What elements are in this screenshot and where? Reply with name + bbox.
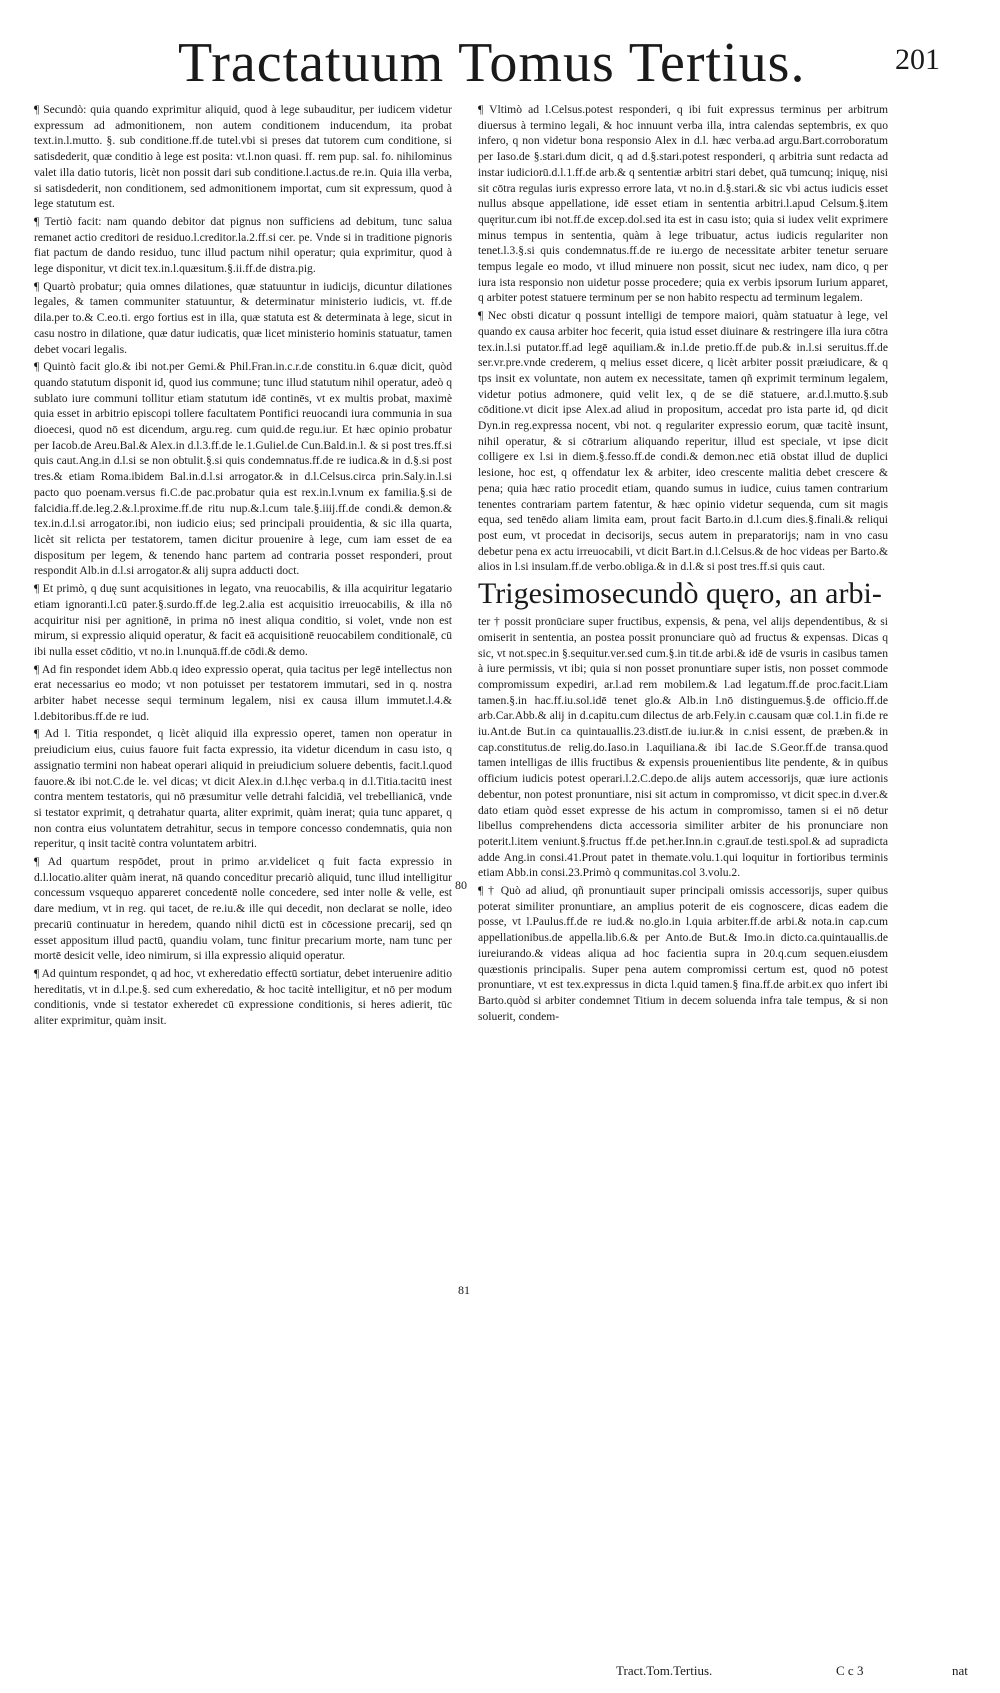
catchword: nat <box>952 1663 968 1678</box>
page-footer <box>0 1661 1000 1681</box>
page-header <box>0 28 1000 98</box>
paragraph: ¶ Ad quintum respondet, q ad hoc, vt exheredatio effectū sortiatur, debet interuenire aditio hereditatis, vt in d.l.pe.§. sed cum exheredatio, & hoc tacitè intelligitur, et nō per modum conditionis, vnde si testator exheredet cū expressione conditionis, si heres adierit, tūc aliter exprimitur, quàm insit. <box>34 966 452 1028</box>
right-column <box>478 102 888 1026</box>
paragraph: ¶ Ad quartum respōdet, prout in primo ar.videlicet q fuit facta expressio in d.l.locatio.aliter quàm inerat, nā quando conceditur precariò aliquid, tunc illud intelligitur concessum vsquequo appareret concedentē nolle concedere, sed inter nolle & velle, est dare medium, vt in reg. qui tacet, de re.iu.& ille qui decedit, non declarat se nolle, ideo precariū continuatur in heredem, quando nihil dictū est in cōcessione precarij, sed qn esset appositum illud pactū, quandiu volam, tunc finitur precarium morte, nam tunc per mortē desicit velle, ideo nimirum, si illa expressio aliquid operatur. <box>34 855 452 963</box>
paragraph: ¶ Quartò probatur; quia omnes dilationes, quæ statuuntur in iudicijs, dicuntur dilationes legales, & tamen communiter statuuntur, & determinatur ministerio iudicis, vt. ff.de dila.per to.& C.eo.ti. ergo fortius est in illa, quæ statuta est & determinata à lege, sicut in casu nostro in dilatione, quæ datur iudicatis, quæ licet ministerio hominis statuatur, tamen debet vocari legalis. <box>34 279 452 356</box>
paragraph: ter † possit pronūciare super fructibus, expensis, & pena, vel alijs dependentibus, & si omiserit in sententia, an postea possit pronunciare quò ad fructus & expensas. Dicas q sic, vt not.spec.in §.sequitur.ver.sed cum.§.in tit.de arbi.& idē de vsuris in casibus tamen à iure permissis, vt ibi; quia si non posset pronuntiare super istis, non posset commode compromissum expediri, ar.l.ad rem mobilem.& l.ad legatum.ff.de proc.facit.Liam tamen.§.in hac.ff.iu.sol.idē tenet glo.& Alb.in l.nō distinguemus.§.de officio.ff.de arb.Car.Abb.& alij in d.capitu.cum dilectus de arb.Fely.in c.causam quæ col.1.in fi.de re iu.Ant.de But.in ca quintauallis.23.distī.de iu.iur.& in c.nisi essent, de præben.& in cap.constitutus.de relig.do.Iaso.in l.aquiliana.& ibi Iac.de S.Geor.ff.de transa.quod tamen intelligas de illis fructibus & expensis prouenientibus lite pendente, & in quibus officium iudicis potest operari.l.2.C.depo.de alijs autem accessorijs, quæ iure actionis debentur, non potest pronuntiare, nisi sit actum in compromisso, vt dicit spec.in d.ver.& dato etiam quòd esset expresse de his actum in compromisso, tamen si ei nō detur libellus comprehendens dicta accessoria similiter arbiter de his pronunciare non poterit.l.item veniunt.§.fructus ff.de pet.her.Inn.in c.grauī.de testi.spol.& ad supradicta adde Ang.in consi.41.Prout patet in themate.volu.1.qui loquitur in fortioribus terminis etiam Abb.in consi.23.Primò q communitas.col 3.volu.2. <box>478 615 888 880</box>
paragraph: ¶ Secundò: quia quando exprimitur aliquid, quod à lege subauditur, per iudicem videtur expressum ad admonitionem, non autem conditionem inducendum, ita probat text.in.l.mutto. §. sub conditione.ff.de tutel.vbi si preses dat tutorem cum conditione, si satisdederit, quæ conditio à lege est posita: vt.l.non quasi. ff. rem pup. sal. fo. nihilominus valet illa datio tutoris, licèt non possit dari sub conditione.l.actus.de re.in. Quia illa verba, si satisdederit, non conditionem, sed admonitionem importat, cum sit expressum, quod à lege statutum est. <box>34 103 452 211</box>
gathering-mark: C c 3 <box>836 1663 864 1678</box>
page-number: 201 <box>895 43 940 76</box>
left-column <box>34 102 452 1031</box>
paragraph: ¶ Ad fin respondet idem Abb.q ideo expressio operat, quia tacitus per legē intellectus non erat necessarius eo modo; vt non potuisset per testatorem immutari, sed in q. nostra arbiter habet necesse sequi terminum legalem, nisi ex causa illum immutet.l.4.& l.debitoribus.ff.de re iud. <box>34 662 452 723</box>
paragraph: ¶ Et primò, q duę sunt acquisitiones in legato, vna reuocabilis, & illa acquiritur legatario etiam ignoranti.l.cū pater.§.surdo.ff.de leg.2.alia est acquisitio irreuocabilis, & illa nō acquiritur nisi per agnitionē, in prima nō inest aliqua conditio, si volet, vnde non est mirum, si expressio aliquid operatur, & facit eā acquisitionē reuocabilem conditionalē, cū ibi nulla esset cōditio, vt no.in l.nunquā.ff.de cōdi.& demo. <box>34 582 452 658</box>
footer-signature: Tract.Tom.Tertius. <box>616 1663 713 1678</box>
paragraph: ¶ Vltimò ad l.Celsus.potest responderi, q ibi fuit expressus terminus per arbitrum diuersus à termino legali, & hoc innuunt verba illa, intra calendas septembris, ex quo infero, q non videtur bona responsio Alex in d.l. hæc verba.ad argu.Bart.corroboratum per Iaso.de §.stari.dum dicit, q ad d.§.stari.potest responderi, q arbitria sunt redacta ad instar iudiciorū.d.l.1.ff.de arb.& q sententiæ arbitri stari debet, quā tumcunq; iniquę, nisi sit cōtra regulas iuris expresso errore lata, vt no.in d.§.stari.& sic vbi actus iudicis esset nullus absque appellatione, idē esset etiam in sententia arbitri.l.apud Celsum.§.item quęritur.cum ibi not.ff.de excep.dol.sed ita est in casu isto; quia si iudex velit exprimere minus tempus in sententia, quàm à lege tribuatur, actus iudicis regulariter non tenet.l.3.§.si quis condemnatus.ff.de re iu.ergo de necessitate arbiter tenetur seruare tempus legale eo modo, vt illud minuere non possit, sicut nec iudex, nam dico, q per iura ista responsio non uidetur posse procedere; quia ex verbis ipsorum Iurium apparet, q arbiter potest statuere terminum per se non habito respectu ad terminum legalem. <box>478 103 888 305</box>
margin-note-80: 80 <box>455 878 467 892</box>
paragraph: ¶ Nec obsti dicatur q possunt intelligi de tempore maiori, quàm statuatur à lege, vel quando ex causa arbiter hoc fecerit, quia istud esset diuinare & restringere illa iura cōtra tex.in.l.si putator.ff.ad legē aquiliam.& in.l.de pretio.ff.de pub.& in.l.si seruitus.ff.de ser.vr.pre.vnde crederem, q melius esset dicere, q licèt arbiter possit præiudicare, & q tps insit ex voluntate, non autem ex necessitate, tamen qñ exprimit terminum legalem, videtur potius admonere, quid velit lex, q de se diē statuere, ar.d.l.mutto.§.sub cōditione.vt dicit ipse Alex.ad aliud in propositum, accedat pro ista parte id, qd dicit Dyn.in reg.expressa nocent, vbi not. q regulariter expressio eorum, quæ tacitè insunt, nihil operatur, & si cōtrarium aliquando reperitur, illud est speciale, vt ipse dicit colligere ex l.si in diem.§.fesso.ff.de condi.& demon.nec etiā obstat illud de duplici lesione, hoc est, q offendatur lex & arbiter, ideo crescente malitia debet crescere & pena; quia hæc ratio procedit etiam, quando sumus in iudice, cuius tamen contrarium tenentes contrariam partem fatentur, & hæc opinio videtur sequenda, cum sit magis equa, sed tenēdo aliam limita eam, prout facit Barto.in d.l.cum dies.§.finali.& reliqui post eum, vt procedat in decisorijs, secus autem in preparatorijs; nam in vno casu debetur pena ex actu irreuocabili, vt dicit Bart.in d.l.Celsus.& de hoc videas per Barto.& alios in l.si insulam.ff.de verbo.obliga.& in d.l.& si post tres.ff.si quis caut. <box>478 309 888 574</box>
question-heading: Trigesimosecundò quęro, an arbi- <box>478 577 882 611</box>
paragraph: ¶ † Quò ad aliud, qñ pronuntiauit super principali omissis accessorijs, super quibus poterat similiter pronuntiare, an amplius poterit de eis cognoscere, dicas eadem die posse, vt l.Paulus.ff.de re iud.& no.glo.in l.quia arbiter.ff.de arbi.& nota.in cap.cum appellationibus.de appella.lib.6.& per Anto.de But.& Imo.in dicto.ca.quintauallis.de iureiurando.& videas aliqua ad hoc facientia supra in 20.q.cum sequen.eiusdem quæstionis principalis. Super pena autem compromissi certum est, quod nō potest pronuntiare, vt est tex.expressus in dicta l.quid tamen.§ fina.ff.de arbit.ex quo infert ibi Barto.quòd si arbiter condemnet Titium in decem soluenda infra tale tempus, & si non soluerit, condem- <box>478 884 888 1023</box>
paragraph: ¶ Ad l. Titia respondet, q licèt aliquid illa expressio operet, tamen non operatur in preiudicium eius, cuius fauore fuit facta expressio, ita videtur dicendum in casu isto, q assignatio termini non habeat operari aliquid in preiudicium soluere debentis, facit.l.quod fauore.& ibi not.C.de le. vel dicas; vt dicit Alex.in d.l.hęc verba.q in d.l.Titia.tacitū inest contra mentem testatoris, qui nō præsumitur velle detrahi falcidiā, vel trebellianicā, vnde si testator exprimit, q detrahatur quarta, aliter exprimit, quàm inerat; quia tunc apparet, q non contra eius voluntatem detrahitur, secus in tempore concesso condemnatis, quia non reperitur, q insit tacitè contra voluntatem arbitri. <box>34 727 452 851</box>
margin-note-81: 81 <box>458 1283 470 1297</box>
paragraph: ¶ Quintò facit glo.& ibi not.per Gemi.& Phil.Fran.in.c.r.de constitu.in 6.quæ dicit, quòd quando statutum disponit id, quod ius commune; tunc illud statutum nihil operatur, adeò q sublato iure communi tollitur etiam statutum idē continēs, vt ex multis probat, maximè quia esset in arbitrio episcopi tollere facultatem Pontifici reuocandi iura communia in sua dioecesi, quod nō est dicendum, argu.reg. cum quid.de regu.iur. Et hæc opinio probatur per Iacob.de Areu.Bal.& Alex.in d.l.3.ff.de le.1.Guliel.de Cun.Bald.in.l. & si post tres.ff.si quis caut.Ang.in d.l.si se non obtulit.§.si quis condemnatus.ff.de re iudica.& in d.§.si post tres.& etiam Roma.ibidem Bal.in.d.l.si arrogator.& in d.l.Celsus.circa prin.Saly.in.l.si pacto quo poenam.versus fi.C.de pac.probatur quia est rex.in.l.vnum ex familia.§.si de falcidia.ff.de.leg.2.&.l.proxime.ff.de ritu nup.&.l.cum tale.§.iiij.ff.de condi.& demon.& tex.in.d.l.si arrogator.ibi, non iudicio eius; sed principali prouidentia, & sic illa quarta, licèt sit relicta per testatorem, tamen dicitur prouenire à lege, cum iam esset de ea dispositum per legem, & tenendo hanc partem ad contraria posset responderi, prout respondit Alb.in d.l.si arrogator.& alij supra adducti doct. <box>34 360 452 578</box>
paragraph: ¶ Tertiò facit: nam quando debitor dat pignus non sufficiens ad debitum, tunc salua remanet actio creditori de residuo.l.creditor.la.2.ff.si cer. pe. Vnde si in traditione pignoris fiat pactum de dando residuo, tunc illud pactum nihil operatur; quia exprimitur, quod à lege disponitur, vt dicit tex.in.l.quæsitum.§.ii.ff.de distra.pig. <box>34 214 452 276</box>
running-title: Tractatuum Tomus Tertius. <box>178 32 806 94</box>
